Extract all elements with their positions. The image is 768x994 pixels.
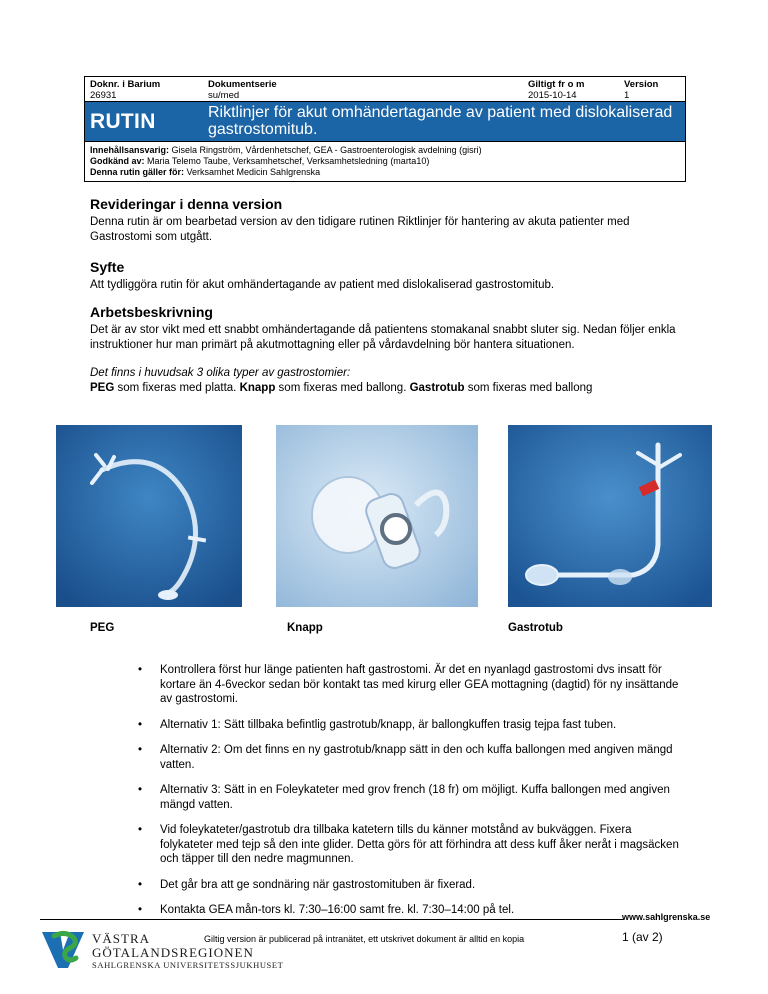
knapp-photo bbox=[276, 425, 478, 607]
godkand-label: Godkänd av: bbox=[90, 156, 145, 166]
syfte-heading: Syfte bbox=[90, 259, 125, 275]
bullet-icon: • bbox=[138, 878, 143, 891]
revision-text: Denna rutin är om bearbetad version av den tidigare rutinen Riktlinjer för hantering av akuta patienter med Gastrostomi som utgått. bbox=[90, 216, 630, 243]
footer-note: Giltig version är publicerad på intranätet, ett utskrivet dokument är alltid en kopia bbox=[204, 934, 525, 944]
list-item bbox=[120, 663, 680, 707]
type-peg-desc: som fixeras med platta. bbox=[114, 381, 240, 394]
footer-divider bbox=[40, 919, 623, 920]
arbete-heading: Arbetsbeskrivning bbox=[90, 304, 213, 320]
giltigt-value: 2015-10-14 bbox=[528, 90, 577, 101]
document-header bbox=[84, 76, 686, 182]
galler-label: Denna rutin gäller för: bbox=[90, 167, 185, 177]
bullet-icon: • bbox=[138, 824, 143, 836]
document-title: Riktlinjer för akut omhändertagande av patient med dislokaliserad gastrostomitub. bbox=[208, 104, 673, 138]
doknr-value: 26931 bbox=[90, 90, 117, 101]
header-responsibility bbox=[85, 141, 685, 181]
bullet-icon: • bbox=[138, 744, 143, 756]
list-item-text: Kontakta GEA mån-tors kl. 7:30–16:00 samt fre. kl. 7:30–14:00 på tel. bbox=[160, 904, 515, 916]
type-knapp: Knapp bbox=[239, 381, 276, 394]
header-title-bar bbox=[85, 101, 685, 141]
serie-label: Dokumentserie bbox=[208, 79, 277, 90]
giltigt-label: Giltigt fr o m bbox=[528, 79, 585, 90]
page-number: 1 (av 2) bbox=[622, 930, 663, 944]
bullet-icon: • bbox=[138, 718, 143, 731]
peg-photo bbox=[56, 425, 242, 607]
logo-line3: SAHLGRENSKA UNIVERSITETSSJUKHUSET bbox=[92, 960, 284, 970]
version-value: 1 bbox=[624, 90, 630, 101]
list-item bbox=[120, 718, 680, 733]
ansvarig-label: Innehållsansvarig: bbox=[90, 145, 170, 155]
logo-line2: GÖTALANDSREGIONEN bbox=[92, 945, 254, 960]
revision-heading: Revideringar i denna version bbox=[90, 196, 283, 212]
header-meta-row bbox=[85, 77, 685, 101]
godkand-value: Maria Telemo Taube, Verksamhetschef, Verksamhetsledning (marta10) bbox=[144, 156, 430, 166]
arbete-text: Det är av stor vikt med ett snabbt omhändertagande då patientens stomakanal snabbt sluter sig. Nedan följer enkla instruktioner hur man primärt på akutmottagning eller på vårdavdelning bör hantera situationen. bbox=[90, 324, 676, 351]
list-item bbox=[120, 878, 680, 893]
bullet-icon: • bbox=[138, 904, 143, 916]
vgr-logo-icon bbox=[40, 928, 86, 972]
caption-gastrotub: Gastrotub bbox=[508, 622, 563, 634]
arbete-section bbox=[90, 304, 680, 395]
rutin-label: RUTIN bbox=[90, 110, 156, 133]
ansvarig-value: Gisela Ringström, Vårdenhetschef, GEA - Gastroenterologisk avdelning (gisri) bbox=[169, 145, 482, 155]
list-item-text: Alternativ 3: Sätt in en Foleykateter med grov french (18 fr) om möjligt. Kuffa ballongen med angiven mängd vatten. bbox=[160, 784, 670, 811]
list-item bbox=[120, 823, 680, 867]
list-item-text: Det går bra att ge sondnäring när gastrostomituben är fixerad. bbox=[160, 878, 476, 891]
type-peg: PEG bbox=[90, 381, 115, 394]
type-gastrotub: Gastrotub bbox=[409, 381, 465, 394]
list-item-text: Vid foleykateter/gastrotub dra tillbaka katetern tills du känner motstånd av bukväggen. Fixera folykateter med tejp så den inte glider. Detta görs för att förhindra att dess kuff åker neråt i magsäcken och täpper till den nedre magmunnen. bbox=[160, 824, 679, 865]
list-item bbox=[120, 743, 680, 772]
list-item bbox=[120, 903, 680, 918]
type-gastrotub-desc: som fixeras med ballong bbox=[464, 381, 593, 394]
list-item-text: Alternativ 1: Sätt tillbaka befintlig gastrotub/knapp, är ballongkuffen trasig tejpa fast tuben. bbox=[160, 718, 617, 731]
serie-value: su/med bbox=[208, 90, 240, 101]
list-item-text: Alternativ 2: Om det finns en ny gastrotub/knapp sätt in den och kuffa ballongen med angiven mängd vatten. bbox=[160, 744, 673, 771]
doknr-label: Doknr. i Barium bbox=[90, 79, 161, 90]
caption-knapp: Knapp bbox=[287, 622, 323, 634]
version-label: Version bbox=[624, 79, 659, 90]
types-line bbox=[90, 381, 680, 396]
logo-line1: VÄSTRA bbox=[92, 931, 151, 946]
caption-peg: PEG bbox=[90, 622, 115, 634]
bullet-icon: • bbox=[138, 784, 143, 796]
type-knapp-desc: som fixeras med ballong. bbox=[275, 381, 410, 394]
bullet-icon: • bbox=[138, 664, 143, 676]
revision-section bbox=[90, 196, 680, 244]
syfte-section bbox=[90, 259, 680, 293]
syfte-text: Att tydliggöra rutin för akut omhändertagande av patient med dislokaliserad gastrostomitub. bbox=[90, 279, 555, 291]
galler-value: Verksamhet Medicin Sahlgrenska bbox=[184, 167, 321, 177]
list-item-text: Kontrollera först hur länge patienten haft gastrostomi. Är det en nyanlagd gastrostomi dvs insatt för kortare än 4-6veckor sedan bör kontakt tas med kirurg eller GEA mottagning (dagtid) för ny insättande av gastrostomi. bbox=[160, 664, 679, 705]
instruction-list bbox=[120, 663, 680, 929]
list-item bbox=[120, 783, 680, 812]
footer-url[interactable]: www.sahlgrenska.se bbox=[622, 912, 711, 922]
gastrotub-photo bbox=[508, 425, 712, 607]
types-intro: Det finns i huvudsak 3 olika typer av gastrostomier: bbox=[90, 367, 351, 379]
